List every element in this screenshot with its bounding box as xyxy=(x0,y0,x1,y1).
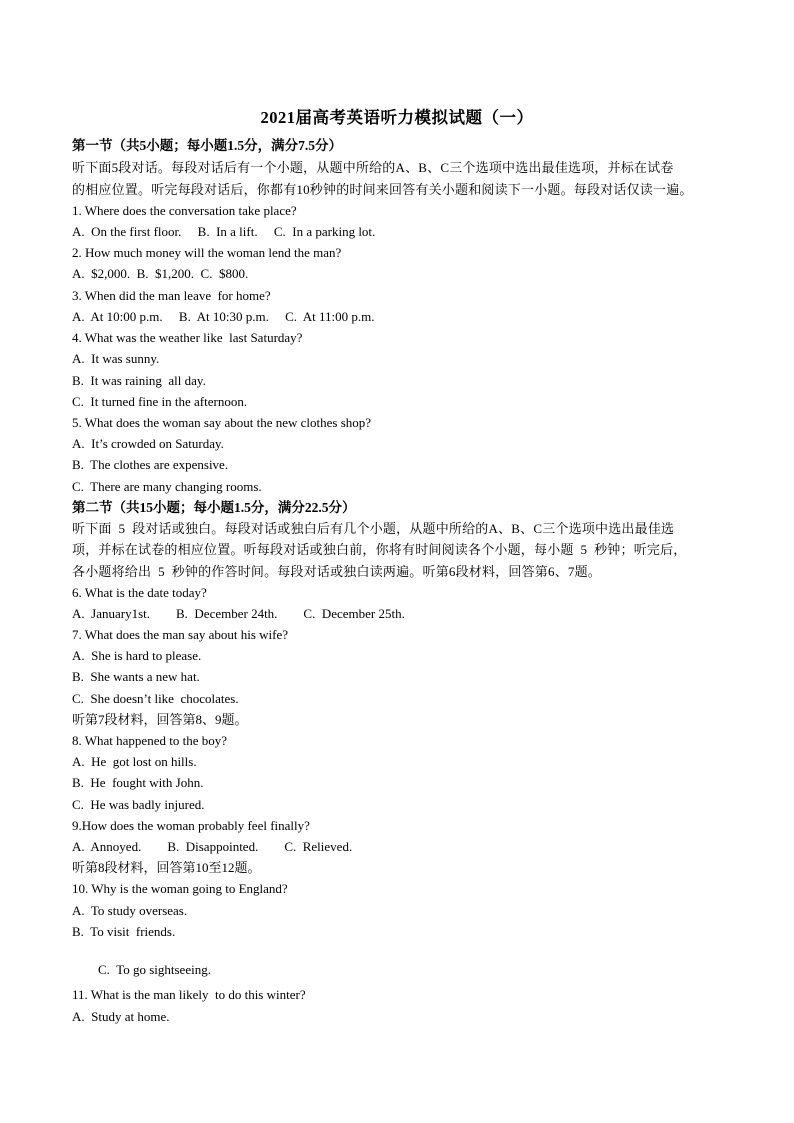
question-8-option-b: B. He fought with John. xyxy=(72,775,204,790)
question-4: 4. What was the weather like last Saturday? xyxy=(72,330,303,345)
question-9-options: A. Annoyed. B. Disappointed. C. Relieved. xyxy=(72,839,353,854)
question-6: 6. What is the date today? xyxy=(72,585,207,600)
question-5: 5. What does the woman say about the new clothes shop? xyxy=(72,415,372,430)
question-10-option-a: A. To study overseas. xyxy=(72,903,188,918)
section2-instructions-line: 项，并标在试卷的相应位置。听每段对话或独白前，你将有时间阅读各个小题，每小题 5 秒钟；听完后， xyxy=(72,542,687,557)
question-4-option-b: B. It was raining all day. xyxy=(72,373,206,388)
material-8-instruction: 听第8段材料，回答第10至12题。 xyxy=(72,860,261,875)
question-3: 3. When did the man leave for home? xyxy=(72,288,271,303)
question-3-options: A. At 10:00 p.m. B. At 10:30 p.m. C. At 11:00 p.m. xyxy=(72,309,375,324)
question-7-option-a: A. She is hard to please. xyxy=(72,648,202,663)
material-7-instruction: 听第7段材料，回答第8、9题。 xyxy=(72,712,248,727)
question-11-option-a: A. Study at home. xyxy=(72,1009,170,1024)
section2-instructions-line: 听下面 5 段对话或独白。每段对话或独白后有几个小题，从题中所给的A、B、C三个选项中选出最佳选 xyxy=(72,521,675,536)
question-4-option-a: A. It was sunny. xyxy=(72,351,160,366)
question-10-option-b: B. To visit friends. xyxy=(72,924,176,939)
question-5-option-b: B. The clothes are expensive. xyxy=(72,457,229,472)
section1-instructions-line: 的相应位置。听完每段对话后，你都有10秒钟的时间来回答有关小题和阅读下一小题。每段对话仅读一遍。 xyxy=(72,182,693,197)
question-5-option-c: C. There are many changing rooms. xyxy=(72,479,262,494)
section1-instructions-line: 听下面5段对话。每段对话后有一个小题，从题中所给的A、B、C三个选项中选出最佳选项，并标在试卷 xyxy=(72,160,674,175)
question-7: 7. What does the man say about his wife? xyxy=(72,627,289,642)
question-1: 1. Where does the conversation take place? xyxy=(72,203,297,218)
question-8-option-c: C. He was badly injured. xyxy=(72,797,205,812)
question-2-options: A. $2,000. B. $1,200. C. $800. xyxy=(72,266,249,281)
question-1-options: A. On the first floor. B. In a lift. C. In a parking lot. xyxy=(72,224,376,239)
question-2: 2. How much money will the woman lend the man? xyxy=(72,245,342,260)
question-8: 8. What happened to the boy? xyxy=(72,733,227,748)
section2-heading: 第二节（共15小题；每小题1.5分，满分22.5分） xyxy=(72,500,356,515)
section2-instructions-line: 各小题将给出 5 秒钟的作答时间。每段对话或独白读两遍。听第6段材料，回答第6、7题。 xyxy=(72,564,602,579)
question-9: 9.How does the woman probably feel finally? xyxy=(72,818,310,833)
question-10: 10. Why is the woman going to England? xyxy=(72,881,288,896)
question-6-options: A. January1st. B. December 24th. C. December 25th. xyxy=(72,606,405,621)
question-7-option-c: C. She doesn’t like chocolates. xyxy=(72,691,239,706)
question-11: 11. What is the man likely to do this winter? xyxy=(72,987,306,1002)
page-title: 2021届高考英语听力模拟试题（一） xyxy=(260,108,534,127)
question-5-option-a: A. It’s crowded on Saturday. xyxy=(72,436,224,451)
question-4-option-c: C. It turned fine in the afternoon. xyxy=(72,394,248,409)
question-10-option-c: C. To go sightseeing. xyxy=(98,962,211,977)
question-8-option-a: A. He got lost on hills. xyxy=(72,754,197,769)
section1-heading: 第一节（共5小题；每小题1.5分，满分7.5分） xyxy=(72,138,342,153)
question-7-option-b: B. She wants a new hat. xyxy=(72,669,200,684)
